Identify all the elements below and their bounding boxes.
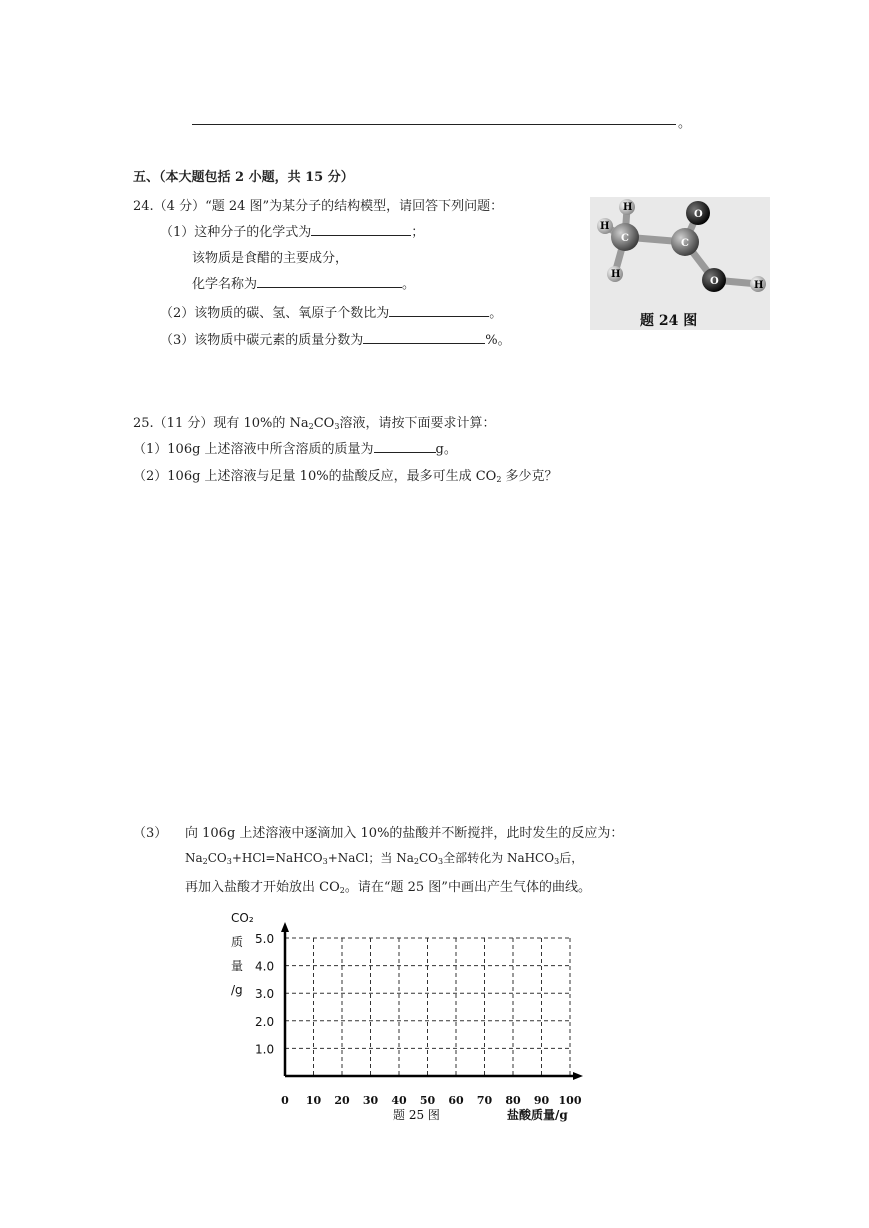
x-tick-label: 30 bbox=[362, 1094, 379, 1107]
figure25-chart[interactable] bbox=[225, 908, 605, 1128]
y-tick-label: 5.0 bbox=[255, 932, 275, 946]
chart-grid bbox=[285, 938, 570, 1076]
y-axis-arrow-icon bbox=[281, 922, 289, 932]
answer-line-top[interactable] bbox=[192, 124, 676, 125]
x-tick-label: 90 bbox=[533, 1094, 550, 1107]
chart-title: 题 25 图 bbox=[393, 1108, 440, 1122]
period: 。 bbox=[678, 116, 692, 131]
x-tick-label: 80 bbox=[505, 1094, 521, 1107]
q25-p3-num: （3） bbox=[133, 826, 168, 841]
q24-p1: （1）这种分子的化学式为 ； bbox=[160, 221, 424, 240]
x-axis-arrow-icon bbox=[573, 1072, 583, 1080]
x-tick-label: 100 bbox=[558, 1094, 582, 1107]
q25-blank-mass[interactable] bbox=[374, 438, 436, 453]
atom-label: H bbox=[623, 202, 633, 213]
atom-label: H bbox=[754, 280, 764, 291]
q25-p3-line3: 再加入盐酸才开始放出 $CO_2$。请在“题 25 图”中画出产生气体的曲线。 bbox=[185, 880, 591, 895]
x-tick-label: 60 bbox=[448, 1094, 464, 1107]
q24-blank-formula[interactable] bbox=[311, 221, 411, 236]
atom-label: C bbox=[681, 238, 689, 249]
y-axis-label: /g bbox=[231, 983, 243, 997]
q24-blank-ratio[interactable] bbox=[389, 302, 489, 317]
y-axis-label: 质 bbox=[231, 935, 244, 949]
x-tick-label: 50 bbox=[419, 1094, 436, 1107]
y-tick-label: 4.0 bbox=[255, 959, 275, 974]
q25-p3-line2: $Na_2CO_3+HCl=NaHCO_3+NaCl$；当 $Na_2CO_3$全部转化为 NaHCO$_3$后， bbox=[185, 851, 584, 866]
atom-label: C bbox=[621, 233, 629, 244]
x-tick-label: 40 bbox=[391, 1094, 407, 1107]
y-tick-label: 1.0 bbox=[255, 1042, 275, 1057]
q24-blank-name[interactable] bbox=[257, 273, 402, 288]
x-tick-label: 20 bbox=[334, 1094, 350, 1107]
q24-intro: 24.（4 分）“题 24 图”为某分子的结构模型，请回答下列问题： bbox=[133, 199, 504, 214]
y-axis-label: 量 bbox=[231, 959, 244, 973]
atom-label: O bbox=[710, 276, 719, 287]
q24-p1c: 化学名称为 。 bbox=[192, 273, 415, 292]
q25-p2: （2）106g 上述溶液与足量 10%的盐酸反应，最多可生成 $CO_2$ 多少克？ bbox=[133, 469, 558, 484]
molecule-model-icon bbox=[590, 197, 770, 330]
q24-p3: （3）该物质中碳元素的质量分数为 %。 bbox=[160, 329, 511, 348]
x-tick-label: 70 bbox=[476, 1094, 493, 1107]
y-tick-label: 3.0 bbox=[255, 987, 275, 1002]
q24-p2: （2）该物质的碳、氢、氧原子个数比为 。 bbox=[160, 302, 502, 321]
y-tick-label: 2.0 bbox=[255, 1014, 275, 1029]
q25-p1: （1）106g 上述溶液中所含溶质的质量为 g。 bbox=[133, 438, 457, 457]
x-tick-label: 10 bbox=[305, 1094, 322, 1107]
atom-label: H bbox=[600, 221, 610, 232]
molecule-figure bbox=[590, 197, 770, 330]
x-axis-label: 盐酸质量/g bbox=[507, 1108, 568, 1122]
x-tick-label: 0 bbox=[281, 1094, 289, 1107]
q25-p3-line1: 向 106g 上述溶液中逐滴加入 10%的盐酸并不断搅拌，此时发生的反应为： bbox=[185, 826, 624, 841]
atom-label: O bbox=[694, 209, 703, 220]
atom-label: H bbox=[611, 269, 621, 280]
figure24-caption: 题 24 图 bbox=[640, 313, 698, 329]
y-axis-label: CO₂ bbox=[231, 911, 254, 925]
section-title: 五、（本大题包括 2 小题，共 15 分） bbox=[133, 170, 354, 185]
q24-blank-percent[interactable] bbox=[363, 329, 485, 344]
q25-intro: 25.（11 分）现有 10%的 $Na_2CO_3$溶液，请按下面要求计算： bbox=[133, 416, 496, 431]
q24-p1b: 该物质是食醋的主要成分， bbox=[192, 251, 349, 266]
